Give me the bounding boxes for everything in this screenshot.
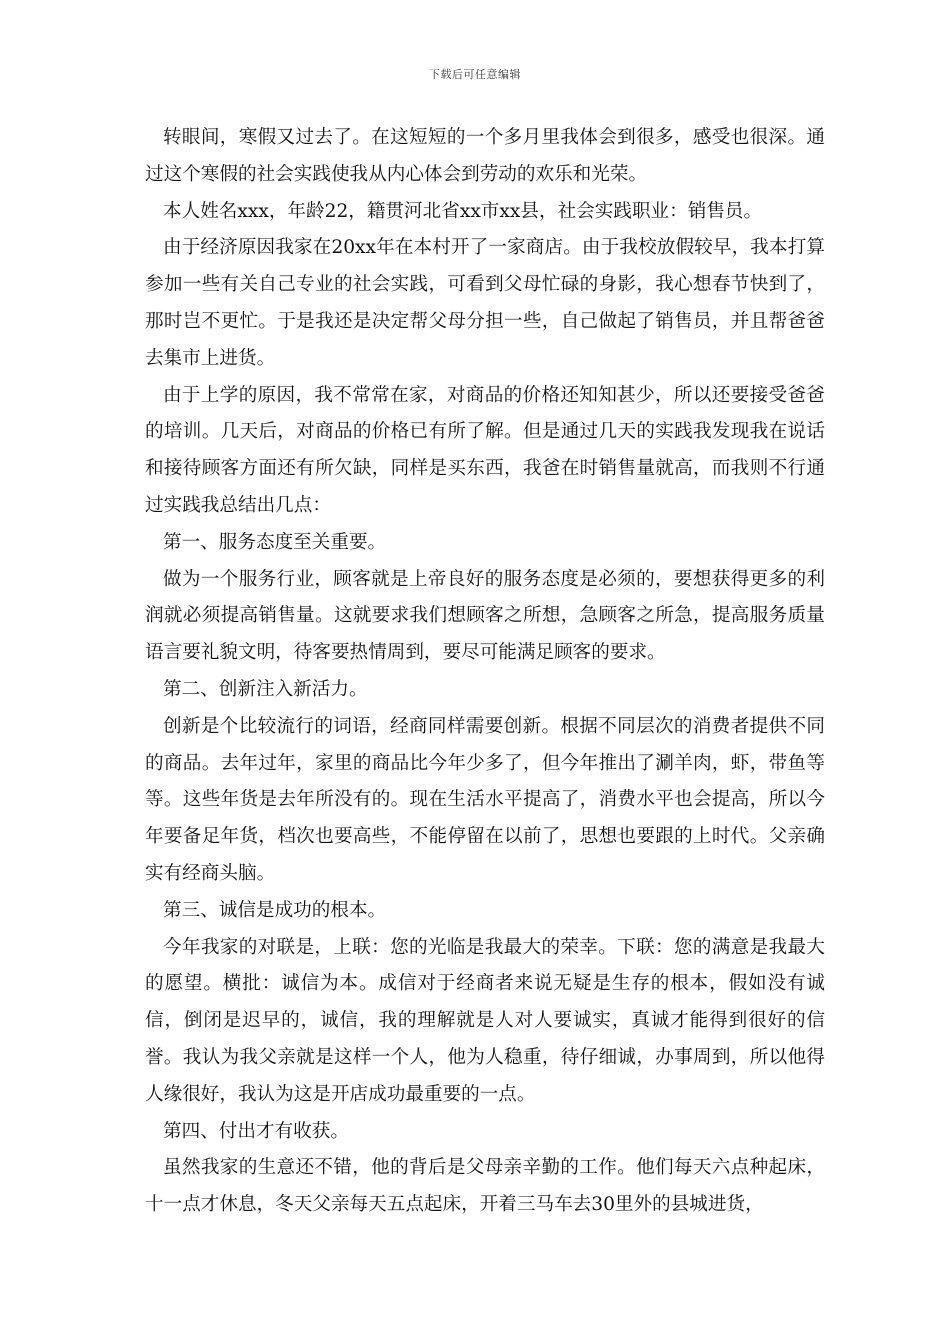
paragraph-background: 由于经济原因我家在20xx年在本村开了一家商店。由于我校放假较早，我本打算参加一些有关自己专业的社会实践，可看到父母忙碌的身影，我心想春节快到了，那时岂不更忙。于是我还是决定帮父母分担一些，自己做起了销售员，并且帮爸爸去集市上进货。	[145, 237, 825, 369]
page-header: 下载后可任意编辑	[429, 68, 521, 81]
paragraph-personal-info: 本人姓名xxx，年龄22，籍贯河北省xx市xx县，社会实践职业：销售员。	[163, 200, 763, 222]
document-body	[145, 120, 825, 1224]
section-heading-4: 第四、付出才有收获。	[163, 1120, 349, 1142]
paragraph-innovation: 创新是个比较流行的词语，经商同样需要创新。根据不同层次的消费者提供不同的商品。去年过年，家里的商品比今年少多了，但今年推出了涮羊肉，虾，带鱼等等。这些年货是去年所没有的。现在生活水平提高了，消费水平也会提高，所以今年要备足年货，档次也要高些，不能停留在以前了，思想也要跟的上时代。父亲确实有经商头脑。	[145, 715, 825, 884]
paragraph-effort: 虽然我家的生意还不错，他的背后是父母亲辛勤的工作。他们每天六点种起床，十一点才休息，冬天父亲每天五点起床，开着三马车去30里外的县城进货，	[145, 1157, 825, 1216]
paragraph-integrity: 今年我家的对联是，上联：您的光临是我最大的荣幸。下联：您的满意是我最大的愿望。横批：诚信为本。成信对于经商者来说无疑是生存的根本，假如没有诚信，倒闭是迟早的，诚信，我的理解就是人对人要诚实，真诚才能得到很好的信誉。我认为我父亲就是这样一个人，他为人稳重，待仔细诚，办事周到，所以他得人缘很好，我认为这是开店成功最重要的一点。	[145, 936, 825, 1105]
section-heading-1: 第一、服务态度至关重要。	[163, 531, 387, 553]
paragraph-service: 做为一个服务行业，顾客就是上帝良好的服务态度是必须的，要想获得更多的利润就必须提高销售量。这就要求我们想顾客之所想，急顾客之所急，提高服务质量语言要礼貌文明，待客要热情周到，要尽可能满足顾客的要求。	[145, 568, 825, 664]
paragraph-training: 由于上学的原因，我不常常在家，对商品的价格还知知甚少，所以还要接受爸爸的培训。几天后，对商品的价格已有所了解。但是通过几天的实践我发现我在说话和接待顾客方面还有所欠缺，同样是买东西，我爸在时销售量就高，而我则不行通过实践我总结出几点：	[145, 384, 825, 516]
section-heading-2: 第二、创新注入新活力。	[163, 678, 368, 700]
section-heading-3: 第三、诚信是成功的根本。	[163, 899, 387, 921]
paragraph-intro: 转眼间，寒假又过去了。在这短短的一个多月里我体会到很多，感受也很深。通过这个寒假的社会实践使我从内心体会到劳动的欢乐和光荣。	[145, 127, 825, 185]
